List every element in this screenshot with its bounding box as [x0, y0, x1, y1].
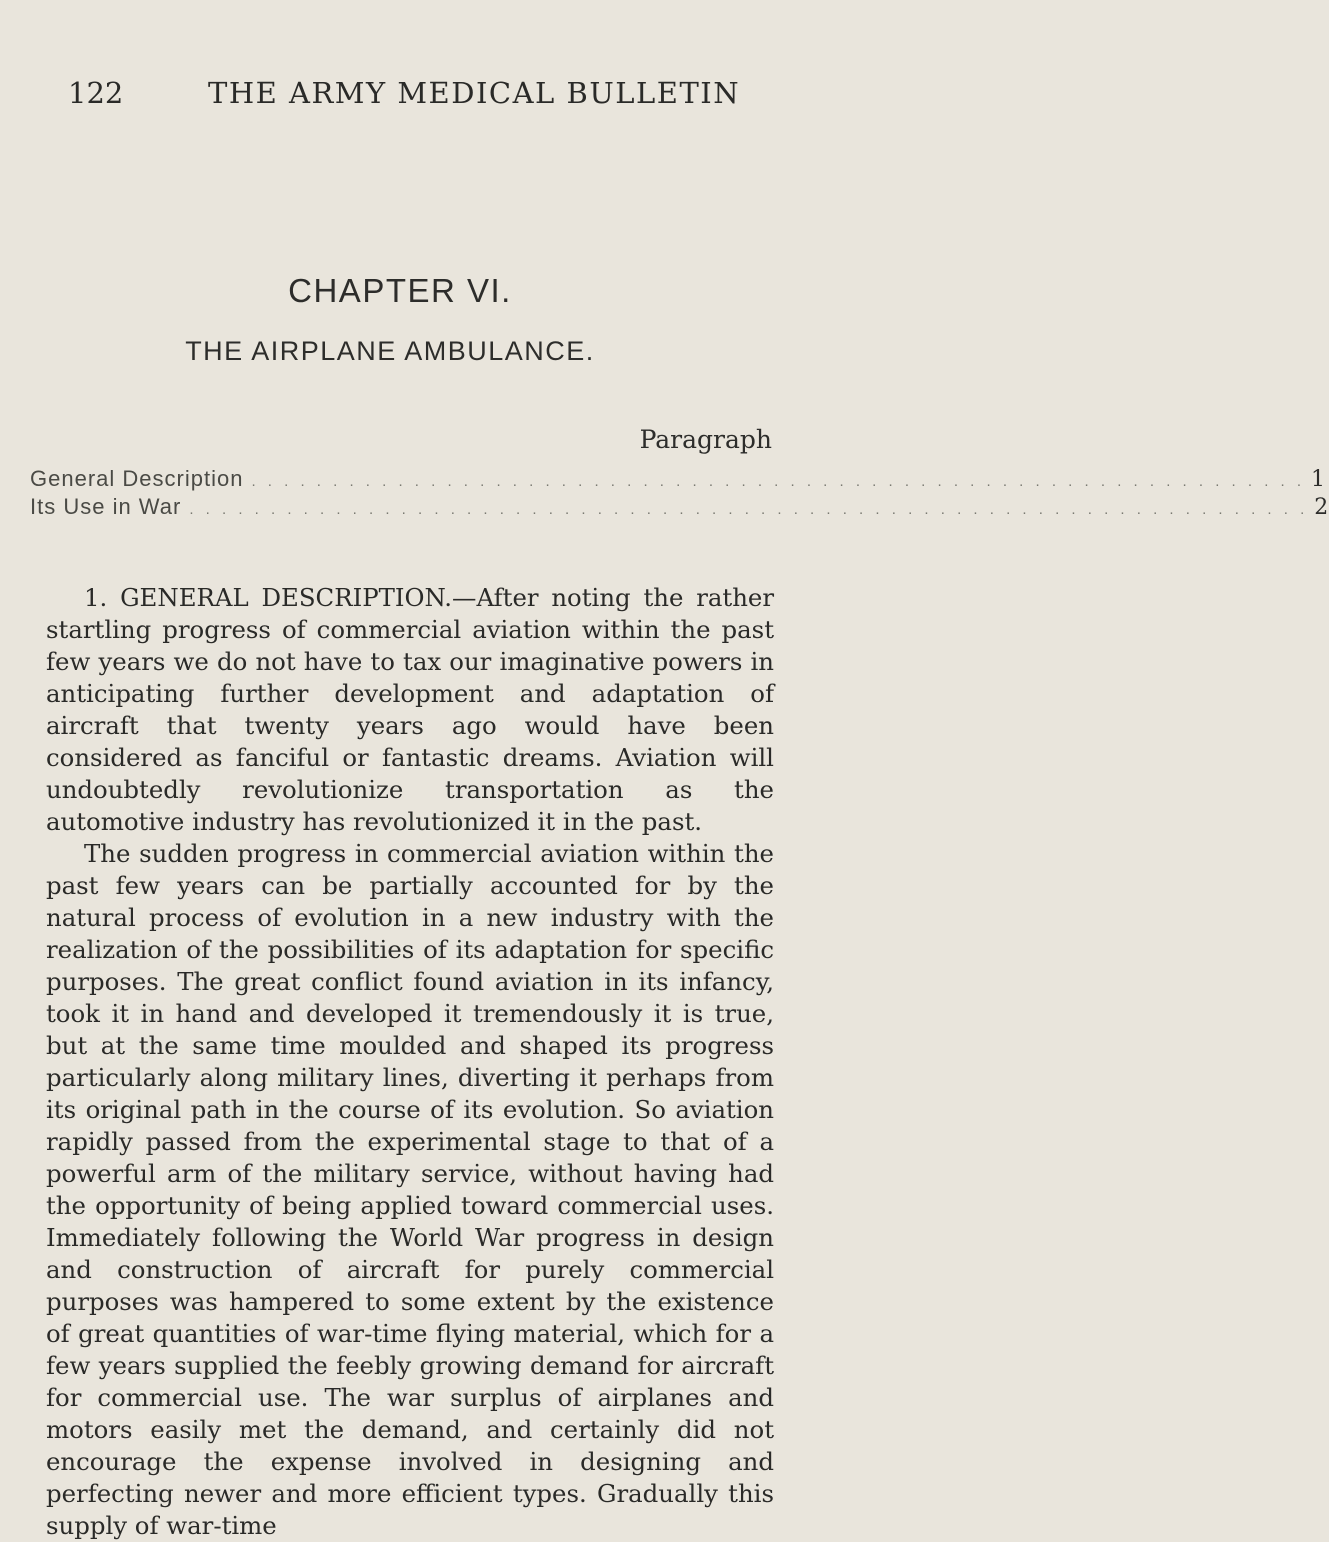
paragraph-2-text: The sudden progress in commercial aviation within the past few years can be partially accounted for by the natural process of evolution in a new industry with the realization of the possibilities of its adaptation for specific purposes. The great conflict found aviation in its infancy, took it in hand and developed it tremendously it is true, but at the same time moulded and shaped its progress particularly along military lines, diverting it perhaps from its original path in the course of its evolution. So aviation rapidly passed from the experimental stage to that of a powerful arm of the military service, without having had the opportunity of being applied toward commercial uses. Immediately following the World War progress in design and construction of aircraft for purely commercial purposes was hampered to some extent by the existence of great quantities of war-time flying material, which for a few years supplied the feebly growing demand for aircraft for commercial use. The war surplus of airplanes and motors easily met the demand, and certainly did not encourage the expense involved in designing and perfecting newer and more efficient types. Gradually this supply of war-time — [46, 839, 774, 1540]
contents-entry-label: Its Use in War — [30, 494, 182, 519]
contents-entry-label: General Description — [30, 466, 244, 491]
paragraph-1 — [46, 582, 774, 838]
contents-paragraph-heading: Paragraph — [639, 425, 772, 454]
contents-entry — [30, 494, 1329, 522]
page-number: 122 — [68, 76, 124, 110]
contents-entry-paragraph: 1 — [1311, 467, 1327, 492]
paragraph-1-text: —After noting the rather startling progress of commercial aviation within the past few years we do not have to tax our imaginative powers in anticipating further development and adaptation of aircraft that twenty years ago would have been considered as fanciful or fantastic dreams. Aviation will undoubtedly revolutionize transportation as the automotive industry has revolutionized it in the past. — [46, 583, 774, 836]
dot-leader: . . . . . . . . . . . . . . . . . . . . . . . . . . . . . . . . . . . . . . . . . . . . . . . . . . . . . . . . . . . . . . . . . . . . . — [189, 501, 1309, 518]
body-text — [46, 582, 774, 1542]
contents-entry-paragraph: 2 — [1314, 495, 1329, 520]
section-heading: 1. GENERAL DESCRIPTION. — [84, 583, 453, 612]
paragraph-2 — [46, 838, 774, 1542]
dot-leader: . . . . . . . . . . . . . . . . . . . . . . . . . . . . . . . . . . . . . . . . . . . . . . . . . . . . . . . . . . . . . . . . . — [251, 473, 1306, 490]
chapter-title: THE AIRPLANE AMBULANCE. — [185, 336, 595, 366]
chapter-number: CHAPTER VI. — [288, 272, 512, 309]
running-header — [68, 76, 768, 116]
journal-title: THE ARMY MEDICAL BULLETIN — [208, 76, 741, 110]
contents-entry — [30, 466, 1327, 494]
